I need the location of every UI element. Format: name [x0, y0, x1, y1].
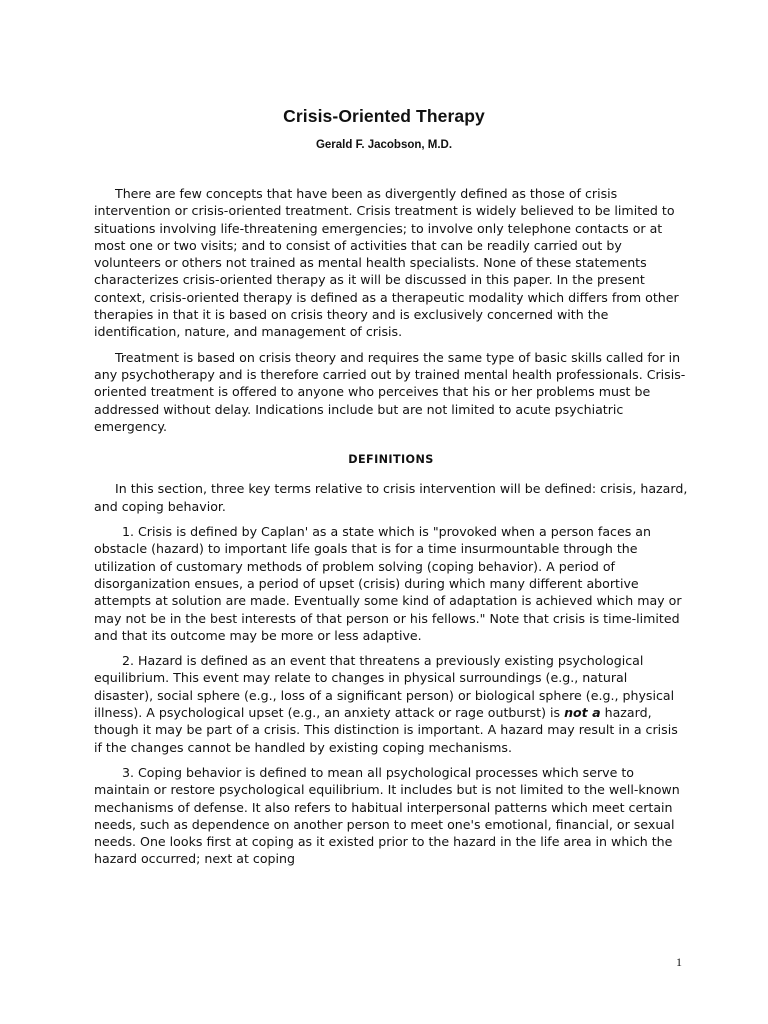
paragraph-definitions-intro: In this section, three key terms relative to crisis intervention will be defined: crisis, hazard, and coping behavior. [94, 481, 688, 514]
paragraph-intro: There are few concepts that have been as divergently defined as those of crisis intervention or crisis-oriented treatment. Crisis treatment is widely believed to be limited to situations involving life-threatening emergencies; to involve only telephone contacts or at most one or two visits; and to consist of activities that can be readily carried out by volunteers or others not trained as mental health specialists. None of these statements characterizes crisis-oriented therapy as it will be discussed in this paper. In the present context, crisis-oriented therapy is defined as a therapeutic modality which differs from other therapies in that it is based on crisis theory and is exclusively concerned with the identification, nature, and management of crisis. [94, 186, 679, 340]
document-author: Gerald F. Jacobson, M.D. [315, 139, 453, 151]
section-heading-definitions: DEFINITIONS [348, 453, 434, 467]
definition-hazard-text-before: 2. Hazard is defined as an event that threatens a previously existing psychological equilibrium. This event may relate to changes in physical surroundings (e.g., natural disaster), social sphere (e.g., loss of a significant person) or biological sphere (e.g., physical illness). A psychological upset (e.g., an anxiety attack or rage outburst) is [94, 653, 675, 721]
definition-hazard [94, 652, 688, 756]
paragraph-treatment: Treatment is based on crisis theory and requires the same type of basic skills called for in any psychotherapy and is therefore carried out by trained mental health professionals. Crisis-oriented treatment is offered to anyone who perceives that his or her problems must be addressed without delay. Indications include but are not limited to acute psychiatric emergency. [94, 349, 686, 434]
definition-coping: 3. Coping behavior is defined to mean all psychological processes which serve to maintain or restore psychological equilibrium. It includes but is not limited to the well-known mechanisms of defense. It also refers to habitual interpersonal patterns which meet certain needs, such as dependence on another person to meet one's emotional, financial, or sexual needs. One looks first at coping as it existed prior to the hazard in the life area in which the hazard occurred; next at coping [94, 764, 680, 867]
document-body [94, 185, 688, 876]
definition-crisis: 1. Crisis is defined by Caplan' as a state which is "provoked when a person faces an obstacle (hazard) to important life goals that is for a time insurmountable through the utilization of customary methods of problem solving (coping behavior). A period of disorganization ensues, a period of upset (crisis) during which many different abortive attempts at solution are made. Eventually some kind of adaptation is achieved which may or may not be in the best interests of that person or his fellows." Note that crisis is time-limited and that its outcome may be more or less adaptive. [94, 524, 682, 643]
definition-hazard-emphasis: not a [564, 705, 601, 721]
definition-hazard-text-after: hazard, though it may be part of a crisis. This distinction is important. A hazard may result in a crisis if the changes cannot be handled by existing coping mechanisms. [94, 705, 678, 755]
document-title: Crisis-Oriented Therapy [283, 106, 485, 126]
page-number: 1 [676, 955, 682, 969]
